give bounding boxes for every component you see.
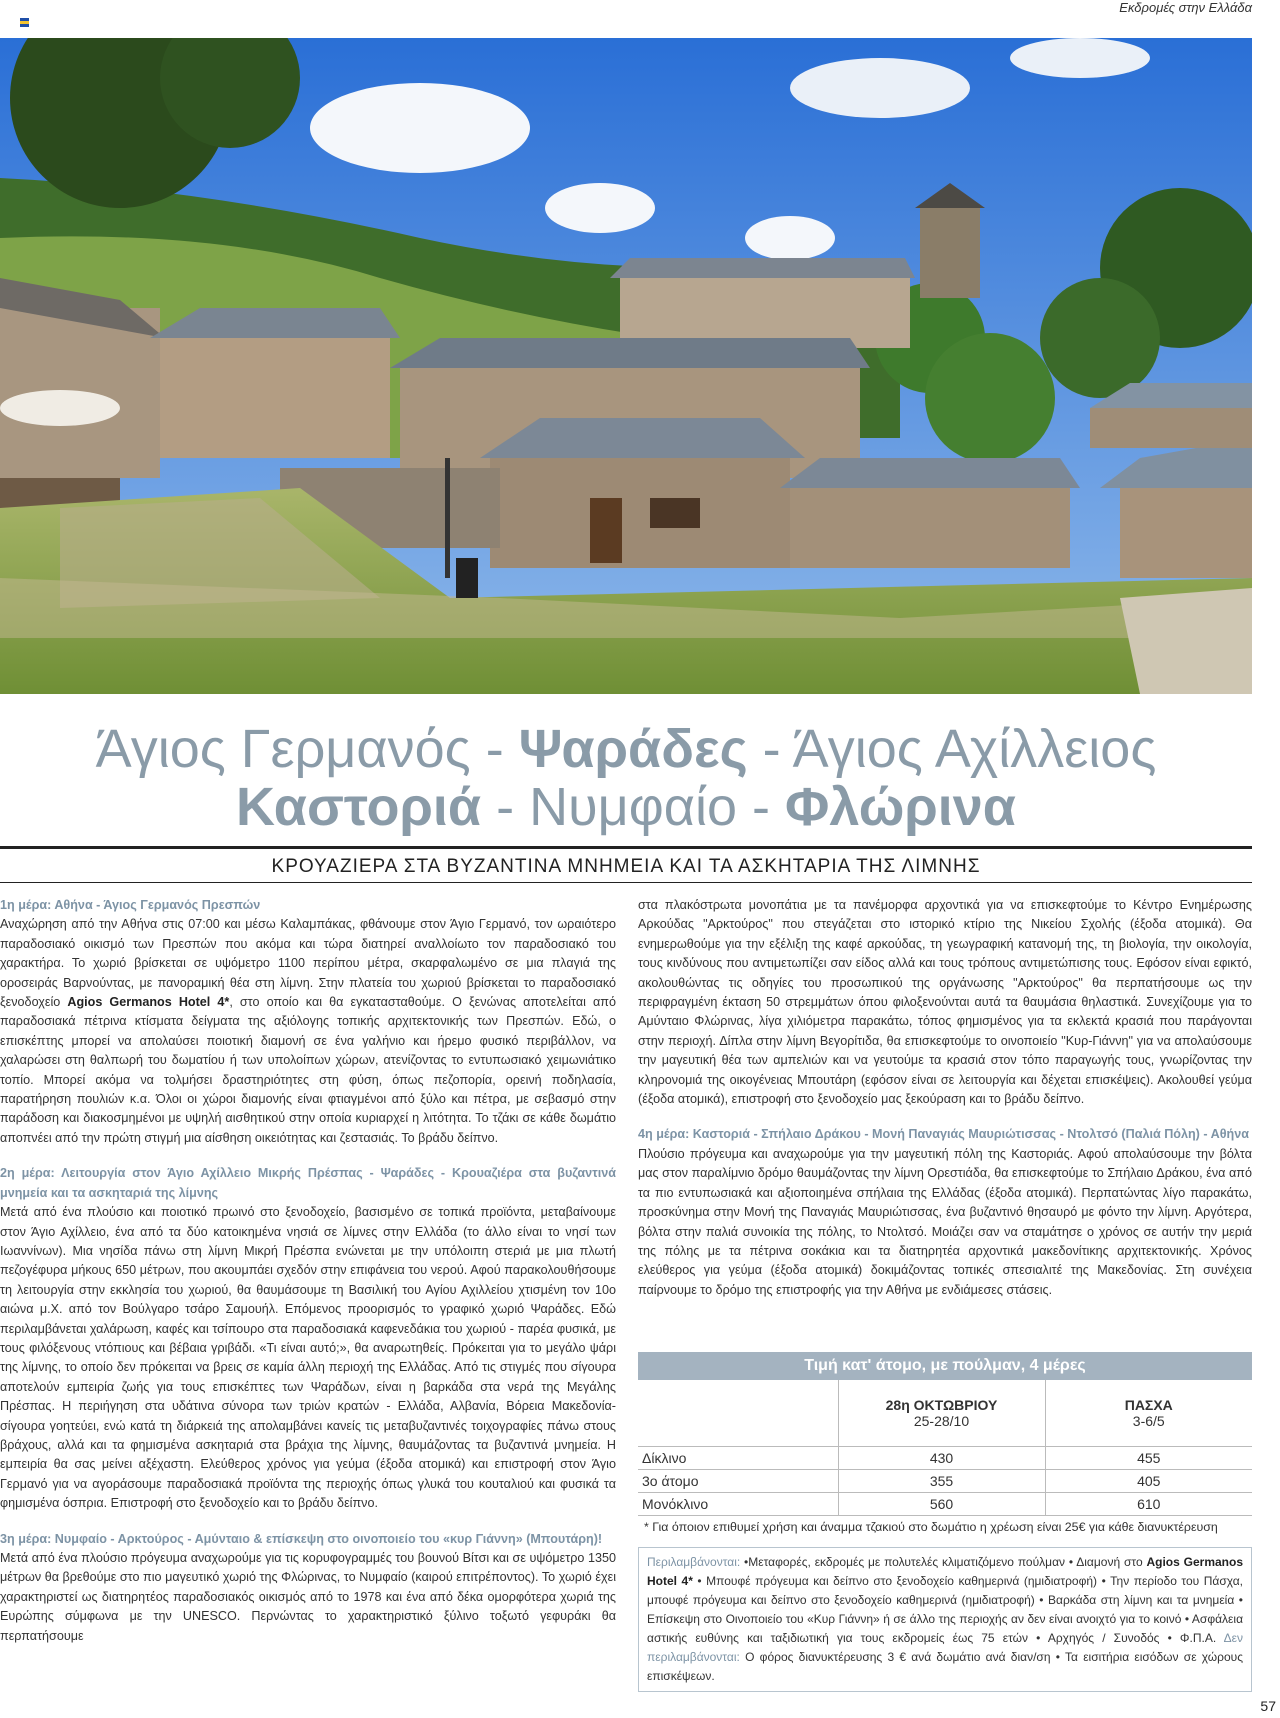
- date-column-1: [838, 1380, 1045, 1446]
- price-row: [638, 1492, 1252, 1515]
- fireplace-note: * Για όποιον επιθυμεί χρήση και άναμμα τζακιού στο δωμάτιο η χρέωση είναι 25€ για κάθε διανυκτέρευση: [644, 1520, 1218, 1534]
- title-part-bold: Καστοριά: [236, 777, 482, 837]
- subtitle: ΚΡΟΥΑΖΙΕΡΑ ΣΤΑ ΒΥΖΑΝΤΙΝΑ ΜΝΗΜΕΙΑ ΚΑΙ ΤΑ ΑΣΚΗΤΑΡΙΑ ΤΗΣ ΛΙΜΝΗΣ: [271, 856, 981, 877]
- includes-label: Περιλαμβάνονται:: [647, 1555, 741, 1569]
- price-table-title: Τιμή κατ' άτομο, με πούλμαν, 4 μέρες: [638, 1352, 1252, 1380]
- day-4-text: Πλούσιο πρόγευμα και αναχωρούμε για την μαγευτική πόλη της Καστοριάς. Αφού απολαύσουμε την βόλτα μας στον παραλίμνιο δρόμο θαυμάζοντας την λίμνη Ορεστιάδα, θα επισκεφτούμε το Σπήλαιο Δράκου, ένα από τα πιο εντυπωσιακά και αξιοποιημένα σπήλαια της Ελλάδας (έξοδα ατομικά). Περπατώντας λίγο παρακάτω, προσκύνημα στην Μονή της Παναγιάς Μαυριώτισσας, ένα βυζαντινό θησαυρό με φόντο την λίμνη. Αργότερα, βόλτα στην παλιά συνοικία της πόλης, το Ντολτσό. Μοιάζει σαν να σταμάτησε ο χρόνος σε αυτήν την μεριά της πόλης με τα πέτρινα σοκάκια και τα διατηρητέα αρχοντικά μακεδονίτικης αρχιτεκτονικής. Χρόνος ελεύθερος για γεύμα (έξοδα ατομικά) δοκιμάζοντας τοπικές σπεσιαλιτέ της Μακεδονίας. Στη συνέχεια παίρνουμε το δρόμο της επιστροφής για την Αθήνα με ενδιάμεσες στάσεις.: [638, 1146, 1252, 1297]
- includes-text-a: •Μεταφορές, εκδρομές με πολυτελές κλιματιζόμενο πούλμαν • Διαμονή στο: [740, 1555, 1147, 1569]
- price-value: 355: [838, 1469, 1045, 1492]
- day-3: [0, 1530, 616, 1646]
- day-1-text-a: Αναχώρηση από την Αθήνα στις 07:00 και μέσω Καλαμπάκας, φθάνουμε στον Άγιο Γερμανό, τον ωραιότερο παραδοσιακό οικισμό των Πρεσπών που ακόμα και τώρα διατηρεί αναλλοίωτο τον παραδοσιακό του χαρακτήρα. Το χωριό βρίσκεται σε υψόμετρο 1100 περίπου μέτρα, σκαρφαλωμένο σε μια πλαγιά της οροσειράς Βαρνούντας, με πανοραμική θέα στη λίμνη. Στην πλατεία του χωριού βρίσκεται το παραδοσιακό ξενοδοχείο: [0, 917, 616, 1010]
- date-column-1-dates: 25-28/10: [913, 1412, 970, 1429]
- greek-flag-icon: [20, 18, 29, 27]
- price-value: 405: [1045, 1469, 1252, 1492]
- excludes-text: Ο φόρος διανυκτέρευσης 3 € ανά δωμάτιο ανά διαν/ση • Τα εισιτήρια εισόδων σε χώρους επισκέψεων.: [647, 1650, 1243, 1683]
- title-line-1: [0, 719, 1252, 779]
- day-3-text-left: Μετά από ένα πλούσιο πρόγευμα αναχωρούμε για τις κορυφογραμμές του βουνού Βίτσι και σε υψόμετρο 1350 μέτρων θα βρεθούμε στο πιο μαγευτικό χωριό της Φλώρινας, το Νυμφαίο (καιρού επιτρέποντος). Το χωριό έχει χαρακτηριστεί ως διατηρητέος παραδοσιακός οικισμός από το 1978 και ένα από δέκα ομορφότερα χωριά της Ευρώπης σύμφωνα με την UNESCO. Περνώντας το χαρακτηριστικό ξύλινο τοξωτό γεφυράκι θα περπατήσουμε: [0, 1551, 616, 1643]
- title-rule-top: [0, 846, 1252, 849]
- excludes-label: Δεν περιλαμβάνονται:: [647, 1631, 1244, 1664]
- day-2-title: 2η μέρα: Λειτουργία στον Άγιο Αχίλλειο Μικρής Πρέσπας - Ψαράδες - Κρουαζιέρα στα βυζαντινά μνημεία και τα ασκηταριά της λίμνης: [0, 1166, 616, 1200]
- title-part-bold: Φλώρινα: [785, 777, 1016, 837]
- title-part: - Άγιος Αχίλλειος: [747, 719, 1157, 779]
- price-value: 430: [838, 1446, 1045, 1469]
- day-1: [0, 896, 616, 1148]
- price-table: [638, 1352, 1252, 1516]
- day-3-continued: στα πλακόστρωτα μονοπάτια με τα πανέμορφα αρχοντικά για να επισκεφτούμε το Κέντρο Ενημέρωσης Αρκούδας "Αρκτούρος" που στεγάζεται στο ιστορικό κτίριο της Νικείου Σχολής (έξοδα ατομικά). Θα ενημερωθούμε για την εξέλιξη της καφέ αρκούδας, τη γεωγραφική κατανομή της, τη βιολογία, την οικολογία, τους κινδύνους που αντιμετωπίζει σαν είδος αλλά και τους τρόπους αντιμετώπισης τους. Εφόσον είναι εφικτό, ακολουθώντας τις οδηγίες του προσωπικού της οργάνωσης "Αρκτούρος" θα περπατήσουμε ως την περιφραγμένη έκταση 50 στρεμμάτων όπου φιλοξενούνται αυτά τα θαυμάσια θηλαστικά. Συνεχίζουμε για το Αμύνταιο Φλώρινας, λίγα χιλιόμετρα παρακάτω, τόπος φημισμένος για τα εκλεκτά κρασιά που παράγονται στην περιοχή. Δίπλα στην λίμνη Βεγορίτιδα, θα επισκεφτούμε το οινοποιείο "Κυρ-Γιάννη" για να απολαύσουμε την μαγευτική θέα των αμπελιών και να γευτούμε τα κρασιά στον τόπο παραγωγής τους, γνωρίζοντας την κληρονομιά της οικογένειας Μπουτάρη (εφόσον είναι σε λειτουργία και δέχεται επισκέψεις). Ακολουθεί γεύμα (έξοδα ατομικά), επιστροφή στο ξενοδοχείο μας ξεκούραση και το βράδυ δείπνο.: [638, 898, 1252, 1107]
- title-line-2: [0, 777, 1252, 837]
- price-row: [638, 1469, 1252, 1492]
- price-table-header-row: [638, 1352, 1252, 1380]
- mountain-village-photo-icon: [0, 38, 1252, 694]
- itinerary-left-column: [0, 896, 616, 1662]
- date-column-2-dates: 3-6/5: [1132, 1412, 1165, 1429]
- price-value: 610: [1045, 1492, 1252, 1515]
- price-value: 455: [1045, 1446, 1252, 1469]
- day-1-text: [0, 915, 616, 1148]
- title-part: - Νυμφαίο -: [481, 777, 786, 837]
- title-rule-bottom: [0, 882, 1252, 883]
- empty-cell: [638, 1380, 838, 1446]
- page-number: 57: [1260, 1698, 1276, 1714]
- includes-hotel-name: Agios Germanos Hotel 4*: [647, 1555, 1243, 1588]
- room-type: Μονόκλινο: [638, 1492, 838, 1515]
- hero-photo: [0, 38, 1252, 694]
- title-part-bold: Ψαράδες: [518, 719, 748, 779]
- day-4: [638, 1125, 1252, 1300]
- day-1-title: 1η μέρα: Αθήνα - Άγιος Γερμανός Πρεσπών: [0, 898, 261, 912]
- price-dates-row: [638, 1380, 1252, 1446]
- day-4-title: 4η μέρα: Καστοριά - Σπήλαιο Δράκου - Μονή Παναγιάς Μαυριώτισσας - Ντολτσό (Παλιά Πόλη) - Αθήνα: [638, 1127, 1249, 1142]
- hotel-name: Agios Germanos Hotel 4*: [67, 995, 230, 1010]
- day-1-text-b: , στο οποίο και θα εγκατασταθούμε. Ο ξενώνας αποτελείται από παραδοσιακά πέτρινα κτίσματα δείγματα της αξιόλογης τοπικής αρχιτεκτονικής των Πρεσπών. Εδώ, ο επισκέπτης μπορεί να απολαύσει ποιοτική διαμονή σε ένα γαλήνιο και ήρεμο φυσικό περιβάλλον, να χαλαρώσει στη θαλπωρή του δωματίου ή των υπολοίπων χώρων, ατενίζοντας το εντυπωσιακό χειμωνιάτικο τοπίο. Μπορεί ακόμα να τολμήσει δραστηριότητες στη φύση, όπως πεζοπορία, ορεινή ποδηλασία, παρατήρηση πουλιών κ.α. Όλοι οι χώροι διαμονής είναι φτιαγμένοι από ξύλο και πέτρα, με σεβασμό στην παράδοση και διακοσμημένοι με υψηλή αισθητικού στην οποία κυριαρχεί η λιτότητα. Το τζάκι σε κάθε δωμάτιο αποπνέει από την πρώτη στιγμή μια αίσθηση οικειότητας και ζεστασιάς. Το βράδυ δείπνο.: [0, 995, 616, 1145]
- price-value: 560: [838, 1492, 1045, 1515]
- day-3-title: 3η μέρα: Νυμφαίο - Αρκτούρος - Αμύνταιο & επίσκεψη στο οινοποιείο του «κυρ Γιάννη» (Μπουτάρη)!: [0, 1531, 603, 1546]
- day-2-text: Μετά από ένα πλούσιο και ποιοτικό πρωινό στο ξενοδοχείο, βασισμένο σε τοπικά προϊόντα, μεταβαίνουμε στον Άγιο Αχίλλειο, ένα από τα δύο κατοικημένα νησιά σε λίμνες στην Ελλάδα (το άλλο είναι το νησί των Ιωαννίνων). Μια νησίδα πάνω στη λίμνη Μικρή Πρέσπα ενώνεται με την υπόλοιπη στεριά με μια πλωτή πεζογέφυρα μήκους 650 μέτρων, που ακουμπάει σχεδόν στην επιφάνεια του νερού. Αφού παρακολουθήσουμε τη λειτουργία στην εκκλησία του χωριού, θα θαυμάσουμε τη Βασιλική του Αγίου Αχιλλείου χτισμένη τον 10ο αιώνα μ.Χ. από τον Βούλγαρο τσάρο Σαμουήλ. Επόμενος προορισμός το γραφικό χωριό Ψαράδες. Εδώ περιλαμβάνεται χαλάρωση, καφές και τσίπουρο στα παραδοσιακά καφενεδάκια του χωριού - παρέα φυσικά, με τους φιλόξενους ντόπιους και βέβαια γριβάδι. «Τι είναι αυτό;», θα αναρωτηθείς. Πρόκειται για το μεγάλο ψάρι της λίμνης, το οποίο δεν πρόκειται να βρεις σε καμία άλλη περιοχή της Ελλάδας. Από τις στιγμές που σίγουρα αποτελούν εμπειρία ζωής για τους επισκέπτες των Ψαράδων, είναι η βαρκάδα στα νερά της Μεγάλης Πρέσπας. Η περιήγηση στα υδάτινα σύνορα των τριών κρατών - Ελλάδα, Αλβανία, Βόρεια Μακεδονία- σίγουρα γοητεύει, ενώ κατά τη διάρκειά της απολαμβάνει κανείς τις μεταβυζαντινές τοιχογραφίες πάνω στους βράχους, αλλά και τα φημισμένα ασκηταριά στα βράχια της λίμνης, θαυμάζοντας τα βυζαντινά μνημεία. Η εμπειρία θα σας μείνει αξέχαστη. Ελεύθερος χρόνος για γεύμα (έξοδα ατομικά) και επιστροφή στον Άγιο Γερμανό για να αγοράσουμε παραδοσιακά προϊόντα της περιοχής όπως γλυκά του κουταλιού και φυσικά τα φημισμένα όσπρια. Επιστροφή στο ξενοδοχείο και το βράδυ δείπνο.: [0, 1205, 616, 1511]
- includes-box: [638, 1547, 1252, 1692]
- price-row: [638, 1446, 1252, 1469]
- section-header: Εκδρομές στην Ελλάδα: [1119, 0, 1252, 15]
- day-2: [0, 1164, 616, 1513]
- date-column-1-name: 28η ΟΚΤΩΒΡΙΟΥ: [885, 1396, 998, 1413]
- date-column-2: [1045, 1380, 1252, 1446]
- date-column-2-name: ΠΑΣΧΑ: [1124, 1396, 1173, 1413]
- flag-stripe-3: [20, 24, 29, 27]
- itinerary-right-column: [638, 896, 1252, 1316]
- title-part: Άγιος Γερμανός -: [95, 719, 519, 779]
- room-type: Δίκλινο: [638, 1446, 838, 1469]
- room-type: 3ο άτομο: [638, 1469, 838, 1492]
- includes-text-b: • Μπουφέ πρόγευμα και δείπνο στο ξενοδοχείο καθημερινά (ημιδιατροφή) • Την περίοδο του Πάσχα, μπουφέ πρόγευμα και δείπνο στο ξενοδοχείο καθημερινά (ημιδιατροφή) • Βαρκάδα στη λίμνη και τα μνημεία • Επίσκεψη στο Οινοποιείο του «Κυρ Γιάννη» ή σε άλλο της περιοχής αν δεν είναι ανοιχτό για το κοινό • Ασφάλεια αστικής ευθύνης και ταξιδιωτική για τους εκδρομείς έως 75 ετών • Αρχηγός / Συνοδός • Φ.Π.Α.: [647, 1574, 1243, 1645]
